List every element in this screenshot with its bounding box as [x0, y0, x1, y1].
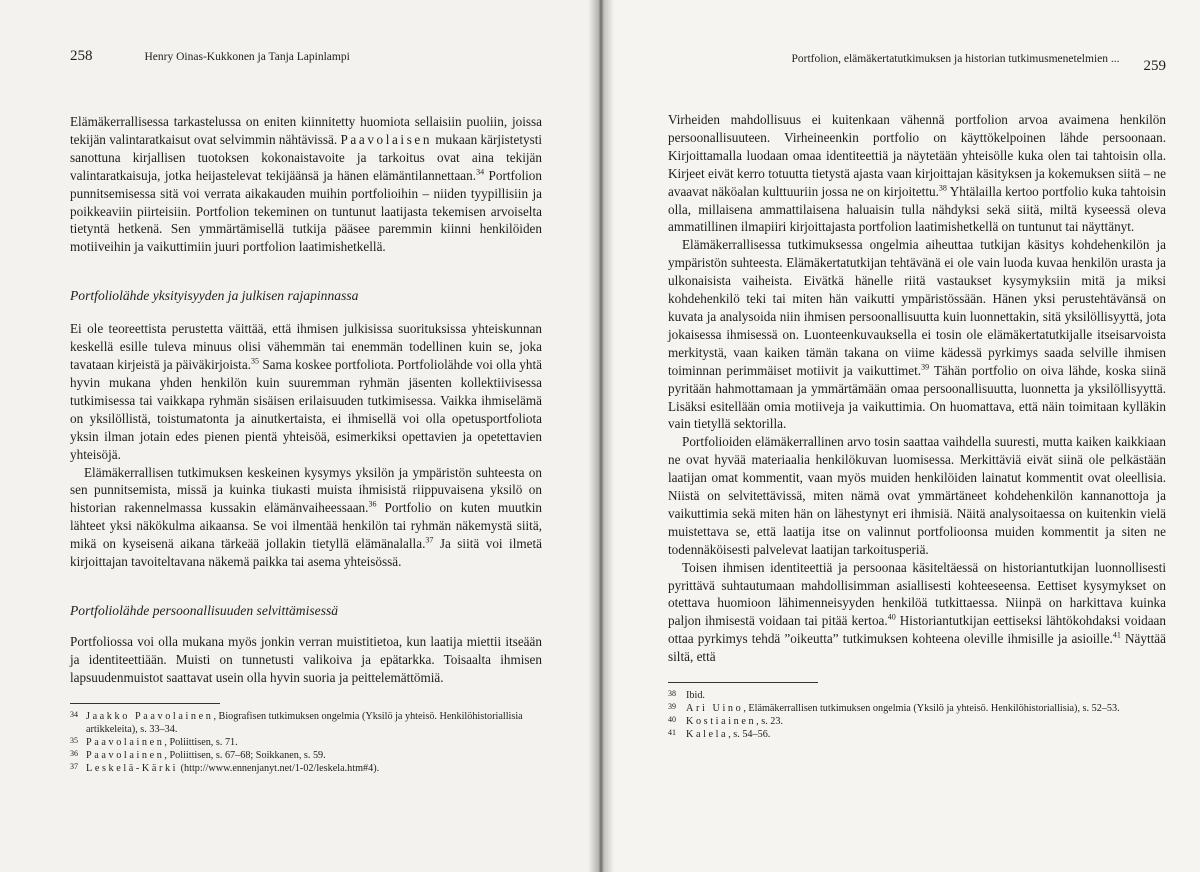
running-head: Portfolion, elämäkertatutkimuksen ja historian tutkimusmenetelmien ... [791, 53, 1120, 65]
paragraph: Ei ole teoreettista perustetta väittää, että ihmisen julkisissa suorituksissa yhteiskunnan keskellä esille tuleva minuus olisi vähemmän tai enemmän todellinen kuin se, joka tavataan kirjeistä ja päiväkirjoista.$^{35}$ Sama koskee portfoliota. Portfoliolähde voi olla yhtä hyvin mukana yhden henkilön kuin suuremman ryhmän jäsenten kollektiivisessa tutkimisessa tai vaikkapa ryhmän sisäisen erilaisuuden tutkimisessa. Vaikka ihmiselämä on yksilöllistä, toistumatonta ja ainutkertaista, ei ihmisellä voi olla opetusportfoliota yksin ilman jotain edes pienen pientä yhteisöä, esimerkiksi opettavien ja opetettavien yhteisöjä. [70, 321, 543, 462]
paragraph: Elämäkerrallisessa tutkimuksessa ongelmia aiheuttaa tutkijan käsitys kohdehenkilön ja ympäristön suhteesta. Elämäkertatutkijan tehtävänä ei ole vain luoda kuvaa henkilön urasta ja ulkonaisista vaiheista. Eivätkä hänelle riitä vastaukset kysymyksiin mitä ja miksi kohdehenkilö teki tai miten hän vaikutti ympäristössään. Hänen yksi perustehtävänsä on kuvata ja analysoida niin ihmisen persoonallisuutta kuin luonnettakin, sitä yksilöllisyyttä, jota jokaisessa ihmisessä on. Luonteenkuvauksella ei tosin ole elämäkertatutkijalle itseisarvoista merkitystä, vaan kaiken tämän takana on viime kädessä pyrkimys saada selville ihmisen toiminnan perimmäiset motiivit ja vaikuttimet.$^{39}$ Tähän portfolio on oiva lähde, koska siinä pyritään hahmottamaan ja ymmärtämään omaa persoonallisuutta, luonnetta ja yksilöllisyyttä. Lisäksi esitellään omia motiiveja ja vaikuttimia. On huomattava, että näin toimitaan kylläkin vain tietyllä sektorilla. [668, 237, 1166, 432]
footnote-ref[interactable]: 41 [1112, 630, 1121, 640]
left-body [70, 113, 542, 256]
paragraph: Portfolioiden elämäkerrallinen arvo tosin saattaa vaihdella suuresti, mutta kaiken kaikkiaan ne ovat hyvää materiaalia henkilökuvan luomisessa. Merkittäviä eivät siinä ole pelkästään laatijan omat kommentit, vaan myös muiden henkilöiden lainatut kommentit ovat oleellisia. Niistä on selvitettävissä, miten nämä ovat ymmärtäneet kohdehenkilön kannanottoja ja vaikuttimia sekä miten hän on lähestynyt eri ihmisiä. Näitä analysoitaessa on kuitenkin vielä muistettava se, että laatija itse on valinnut portfolioonsa muiden kommentit ja siten ne todennäköisesti palvelevat laatijan tarkoitusperiä. [668, 434, 1166, 557]
footnote: 40 Kostiainen, s. 23. [668, 715, 784, 728]
paragraph: Virheiden mahdollisuus ei kuitenkaan vähennä portfolion arvoa avaimena henkilön persoonallisuuteen. Virheineenkin portfolio on käyttökelpoinen lähde persoonaan. Kirjoittamalla luodaan omaa identiteettiä ja näytetään yhteisölle kuka olen tai tahtoisin olla. Kirjeet eivät kerro totuutta tietystä ajasta vaan kirjoittajan käsityksen ja kokemuksen siitä – ne avaavat näköalan kulttuuriin jossa ne on kirjoitettu.$^{38}$ Yhtälailla kertoo portfolio kuka tahtoisin olla, millaisena ammattilaisena haluaisin tulla nähdyksi sekä siitä, miltä kyseessä oleva ammatillinen ilmapiiri kirjoittajasta portfolion laatimishetkellä on tuntunut tai näyttänyt. [668, 112, 1166, 235]
footnote-ref[interactable]: 34 [476, 167, 485, 177]
paragraph: Toisen ihmisen identiteettiä ja persoonaa käsiteltäessä on historiantutkijan luonnollisesti pyrittävä suhtautumaan mahdollisimman asiallisesti kohteeseensa. Eettiset kysymykset on otettava huomioon lähimenneisyyden henkilöä tutkittaessa. Niinpä on harkittava kuinka paljon ihmisestä voidaan tai pitää kertoa.$^{40}$ Historiantutkijan eettiseksi lähtökohdaksi voidaan ottaa pyrkimys tehdä ”oikeutta” tutkimuksen kohteena oleville ihmisille ja asioille.$^{41}$ Näyttää siltä, että [668, 559, 1167, 665]
footnotes [70, 710, 542, 775]
right-page [600, 0, 1200, 872]
footnote-rule [70, 703, 220, 704]
footnote-ref[interactable]: 40 [887, 612, 896, 622]
footnote: 38 Ibid. [668, 689, 705, 702]
footnote-ref[interactable]: 36 [368, 499, 377, 509]
footnote-rule [668, 682, 818, 683]
paragraph: Elämäkerrallisessa tarkastelussa on eniten kiinnitetty huomiota sellaisiin puoliin, joissa tekijän valintaratkaisut ovat selvimmin nähtävissä. Paavolaisen mukaan kärjistetysti sanottuna kirjallisen tuotoksen kokonaistavoite ja tarkoitus ovat aina tekijän valintaratkaisuja, jotka heijastelevat tekijäänsä ja hänen elämäntilannettaan.$^{34}$ Portfolion punnitsemisessa sitä voi verrata aikakauden muihin portfolioihin – niiden tyypillisiin ja poikkeaviin piirteisiin. Portfolion tekeminen on tuntunut laatijasta tekemisen arvoiselta tietyntä hetkenä. Sen ymmärtämisellä tutkija pääsee paremmin kiinni henkilöiden motiiveihin ja vaikuttimiin juuri portfolion laatimishetkellä. [70, 114, 543, 255]
left-running-header [70, 48, 542, 65]
footnote: 36 Paavolainen, Poliittisen, s. 67–68; Soikkanen, s. 59. [70, 748, 326, 761]
paragraph: Elämäkerrallisen tutkimuksen keskeinen kysymys yksilön ja ympäristön suhteesta on sen punnitsemista, missä ja kuinka tiukasti muista ihmisistä riippuvaisena yksilö on historian rakennelmassa kussakin elämänvaiheessaan.$^{36}$ Portfolio on kuten muutkin lähteet yksi näkökulma aikaansa. Se voi ilmentää henkilön tai ryhmän näkemystä siitä, mikä on kyseisenä aikana tärkeää jollakin tietyllä elämänalalla.$^{37}$ Ja siitä voi ilmetä kirjoittajan tavoiteltavana näkemä paikka tai asema yhteisössä. [70, 464, 543, 570]
footnote: 39 Ari Uino, Elämäkerrallisen tutkimuksen ongelmia (Yksilö ja yhteisö. Henkilöhistoriallisia), s. 52–53. [668, 702, 1120, 715]
page-number: 258 [70, 48, 93, 64]
footnote: 37 Leskelä-Kärki (http://www.ennenjanyt.net/1-02/leskela.htm#4). [70, 761, 380, 774]
section-heading: Portfoliolähde persoonallisuuden selvittämisessä [70, 602, 339, 618]
right-running-header [668, 50, 1166, 74]
footnote-ref[interactable]: 37 [425, 535, 434, 545]
right-body [668, 111, 1166, 666]
footnote: 34 Jaakko Paavolainen, Biografisen tutkimuksen ongelmia (Yksilö ja yhteisö. Henkilöhistoriallisia artikkeleita), s. 33–34. [70, 709, 523, 735]
section-heading: Portfoliolähde yksityisyyden ja julkisen rajapinnassa [70, 288, 359, 304]
left-body-2 [70, 320, 542, 571]
author-name: Paavolaisen [340, 131, 433, 147]
page-number: 259 [1143, 58, 1166, 74]
left-body-3 [70, 633, 542, 687]
footnotes [668, 689, 1166, 741]
footnote: 35 Paavolainen, Poliittisen, s. 71. [70, 735, 238, 748]
running-head: Henry Oinas-Kukkonen ja Tanja Lapinlampi [144, 51, 350, 63]
footnote-ref[interactable]: 38 [938, 183, 947, 193]
paragraph: Portfoliossa voi olla mukana myös jonkin verran muistitietoa, kun laatija miettii itseään ja identiteettiään. Muisti on tunnetusti valikoiva ja epätarkka. Toisaalta ihmisen lapsuudenmuistot saattavat usein olla hyvin suoria ja peittelemättömiä. [70, 633, 542, 685]
footnote-ref[interactable]: 35 [251, 356, 259, 366]
footnote: 41 Kalela, s. 54–56. [668, 728, 771, 741]
footnote-ref[interactable]: 39 [921, 362, 930, 372]
